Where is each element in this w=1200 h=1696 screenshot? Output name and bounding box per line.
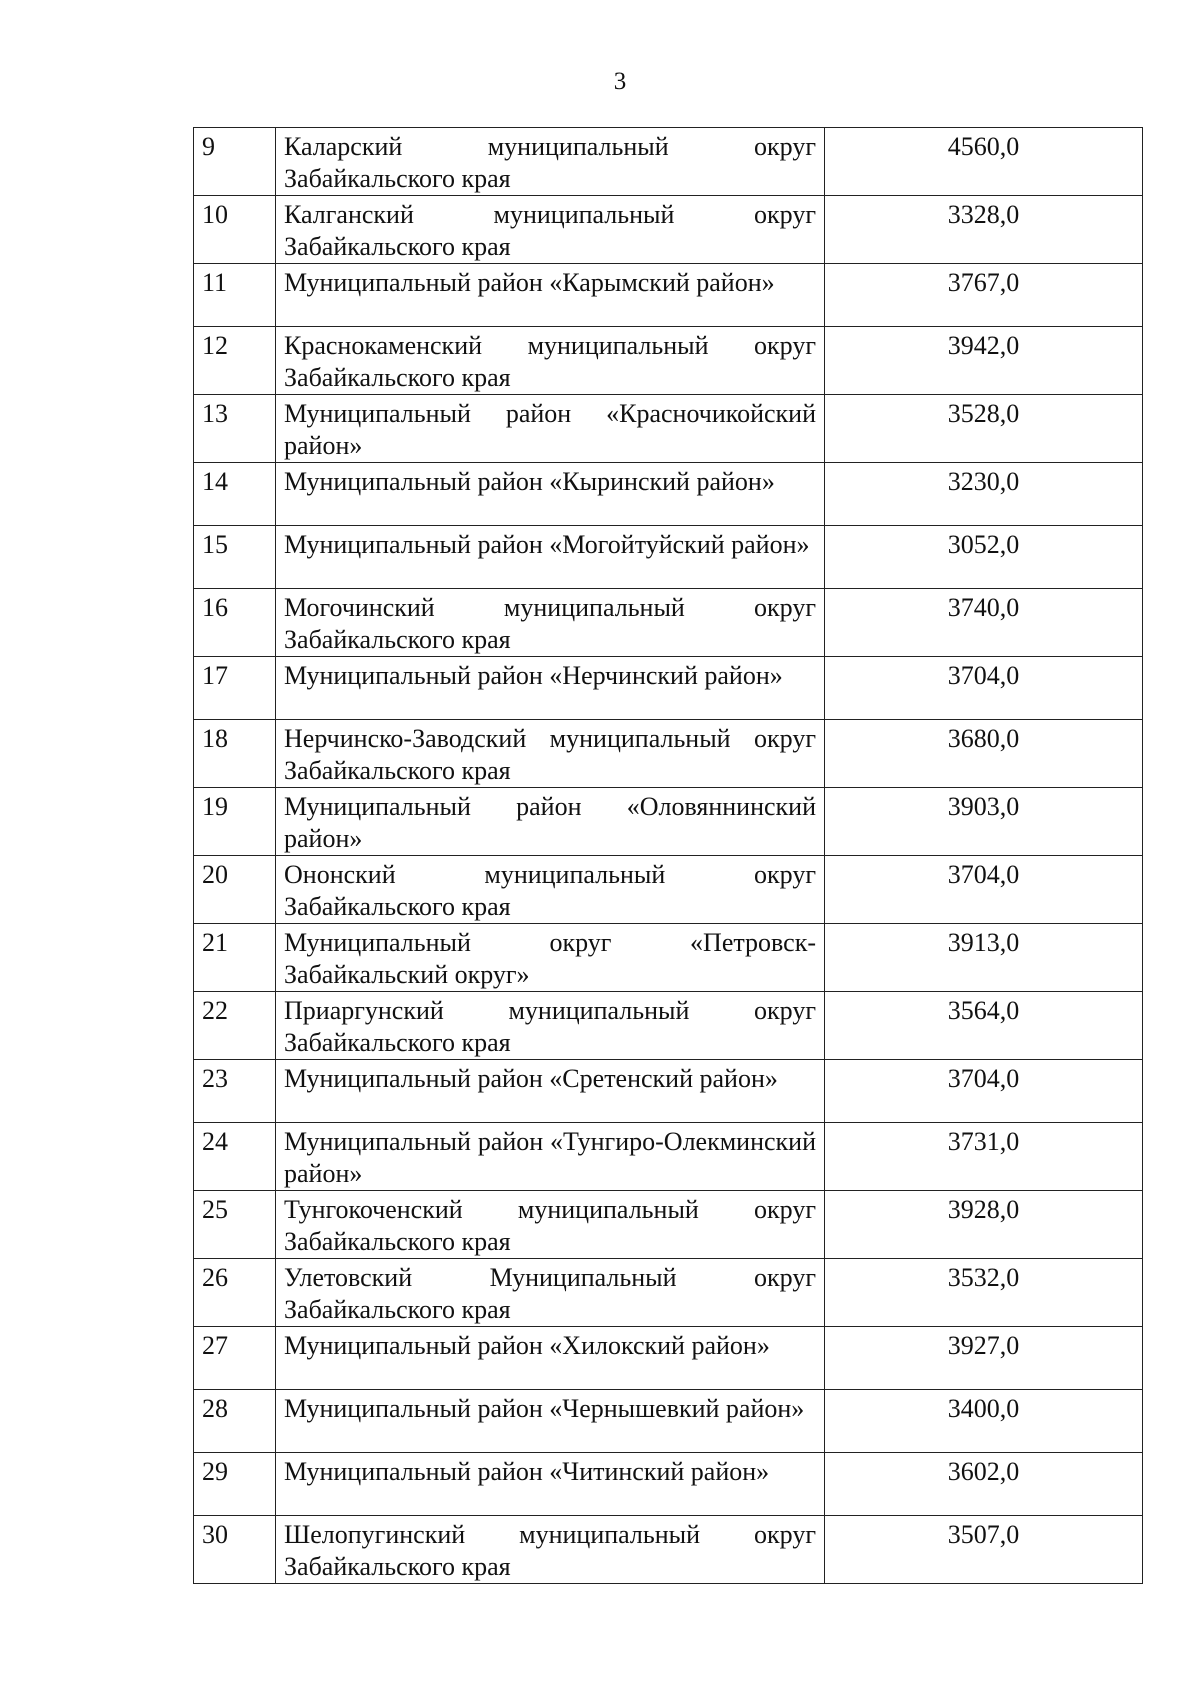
municipality-name-cell: Тунгокоченский муниципальный округ Забайкальского края — [276, 1191, 825, 1259]
amount-cell: 3903,0 — [825, 788, 1143, 856]
municipality-name-cell: Муниципальный район «Тунгиро-Олекминский район» — [276, 1123, 825, 1191]
row-number-cell: 16 — [194, 589, 276, 657]
table-row — [194, 1259, 1143, 1327]
municipal-allocation-table — [193, 127, 1143, 1584]
table-row — [194, 264, 1143, 327]
amount-cell: 3052,0 — [825, 526, 1143, 589]
amount-cell: 3942,0 — [825, 327, 1143, 395]
municipality-name-cell: Калганский муниципальный округ Забайкальского края — [276, 196, 825, 264]
municipality-name-cell: Шелопугинский муниципальный округ Забайкальского края — [276, 1516, 825, 1584]
table-row — [194, 720, 1143, 788]
row-number-cell: 13 — [194, 395, 276, 463]
table-row — [194, 1390, 1143, 1453]
amount-cell: 3680,0 — [825, 720, 1143, 788]
amount-cell: 4560,0 — [825, 128, 1143, 196]
amount-cell: 3704,0 — [825, 657, 1143, 720]
table-row — [194, 1123, 1143, 1191]
municipality-name-cell: Муниципальный округ «Петровск-Забайкальский округ» — [276, 924, 825, 992]
row-number-cell: 10 — [194, 196, 276, 264]
amount-cell: 3928,0 — [825, 1191, 1143, 1259]
amount-cell: 3927,0 — [825, 1327, 1143, 1390]
municipality-name-cell: Краснокаменский муниципальный округ Забайкальского края — [276, 327, 825, 395]
amount-cell: 3532,0 — [825, 1259, 1143, 1327]
municipality-name-cell: Улетовский Муниципальный округ Забайкальского края — [276, 1259, 825, 1327]
row-number-cell: 26 — [194, 1259, 276, 1327]
row-number-cell: 19 — [194, 788, 276, 856]
row-number-cell: 20 — [194, 856, 276, 924]
municipality-name-cell: Муниципальный район «Оловяннинский район» — [276, 788, 825, 856]
table-row — [194, 1327, 1143, 1390]
amount-cell: 3528,0 — [825, 395, 1143, 463]
table-row — [194, 395, 1143, 463]
amount-cell: 3704,0 — [825, 1060, 1143, 1123]
row-number-cell: 28 — [194, 1390, 276, 1453]
municipality-name-cell: Муниципальный район «Нерчинский район» — [276, 657, 825, 720]
row-number-cell: 22 — [194, 992, 276, 1060]
row-number-cell: 30 — [194, 1516, 276, 1584]
row-number-cell: 18 — [194, 720, 276, 788]
table-row — [194, 924, 1143, 992]
table-row — [194, 788, 1143, 856]
amount-cell: 3767,0 — [825, 264, 1143, 327]
table-row — [194, 327, 1143, 395]
table-row — [194, 992, 1143, 1060]
table-row — [194, 196, 1143, 264]
municipality-name-cell: Муниципальный район «Карымский район» — [276, 264, 825, 327]
municipality-name-cell: Нерчинско-Заводский муниципальный округ Забайкальского края — [276, 720, 825, 788]
table-row — [194, 1516, 1143, 1584]
municipality-name-cell: Ононский муниципальный округ Забайкальского края — [276, 856, 825, 924]
table-row — [194, 1453, 1143, 1516]
table-row — [194, 657, 1143, 720]
amount-cell: 3507,0 — [825, 1516, 1143, 1584]
row-number-cell: 24 — [194, 1123, 276, 1191]
amount-cell: 3731,0 — [825, 1123, 1143, 1191]
municipality-name-cell: Могочинский муниципальный округ Забайкальского края — [276, 589, 825, 657]
amount-cell: 3602,0 — [825, 1453, 1143, 1516]
municipality-name-cell: Муниципальный район «Читинский район» — [276, 1453, 825, 1516]
row-number-cell: 29 — [194, 1453, 276, 1516]
municipality-name-cell: Муниципальный район «Хилокский район» — [276, 1327, 825, 1390]
table-row — [194, 526, 1143, 589]
amount-cell: 3740,0 — [825, 589, 1143, 657]
row-number-cell: 14 — [194, 463, 276, 526]
table-row — [194, 589, 1143, 657]
municipality-name-cell: Муниципальный район «Кыринский район» — [276, 463, 825, 526]
row-number-cell: 21 — [194, 924, 276, 992]
row-number-cell: 17 — [194, 657, 276, 720]
municipality-name-cell: Муниципальный район «Красночикойский район» — [276, 395, 825, 463]
amount-cell: 3230,0 — [825, 463, 1143, 526]
table-row — [194, 128, 1143, 196]
amount-cell: 3913,0 — [825, 924, 1143, 992]
table-row — [194, 1060, 1143, 1123]
municipality-name-cell: Каларский муниципальный округ Забайкальского края — [276, 128, 825, 196]
row-number-cell: 9 — [194, 128, 276, 196]
municipality-name-cell: Приаргунский муниципальный округ Забайкальского края — [276, 992, 825, 1060]
row-number-cell: 15 — [194, 526, 276, 589]
municipality-name-cell: Муниципальный район «Чернышевкий район» — [276, 1390, 825, 1453]
row-number-cell: 25 — [194, 1191, 276, 1259]
amount-cell: 3328,0 — [825, 196, 1143, 264]
row-number-cell: 23 — [194, 1060, 276, 1123]
amount-cell: 3400,0 — [825, 1390, 1143, 1453]
table-row — [194, 1191, 1143, 1259]
row-number-cell: 11 — [194, 264, 276, 327]
table-row — [194, 463, 1143, 526]
page-number: 3 — [613, 68, 627, 95]
amount-cell: 3704,0 — [825, 856, 1143, 924]
table-body — [194, 128, 1143, 1584]
row-number-cell: 27 — [194, 1327, 276, 1390]
table-row — [194, 856, 1143, 924]
municipality-name-cell: Муниципальный район «Могойтуйский район» — [276, 526, 825, 589]
row-number-cell: 12 — [194, 327, 276, 395]
municipality-name-cell: Муниципальный район «Сретенский район» — [276, 1060, 825, 1123]
amount-cell: 3564,0 — [825, 992, 1143, 1060]
